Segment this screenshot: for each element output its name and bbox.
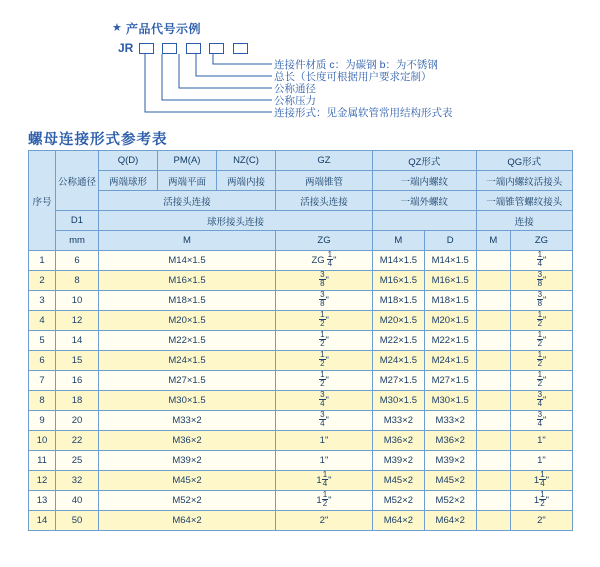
cell-zg-gz: 1" — [276, 431, 373, 451]
cell-zg-gz: 1" — [276, 451, 373, 471]
cell-m-qd: M52×2 — [99, 491, 276, 511]
cell-nominal-diameter: 25 — [56, 451, 99, 471]
cell-nominal-diameter: 40 — [56, 491, 99, 511]
table-row — [29, 291, 573, 311]
cell-zg-qg: 1" — [510, 451, 572, 471]
cell-index: 11 — [29, 451, 56, 471]
table-header-row-3 — [29, 191, 573, 211]
cell-m-qz: M36×2 — [372, 431, 424, 451]
th-col-d: D — [424, 231, 476, 251]
cell-m-qd: M64×2 — [99, 511, 276, 531]
cell-nominal-diameter: 14 — [56, 331, 99, 351]
th-col-m-3: M — [476, 231, 510, 251]
th-sub-one-inner-thread: 一端内螺纹 — [372, 171, 476, 191]
cell-d-qz: M14×1.5 — [424, 251, 476, 271]
table-row — [29, 251, 573, 271]
cell-m-qg — [476, 431, 510, 451]
cell-nominal-diameter: 20 — [56, 411, 99, 431]
th-sub-both-ball: 两端球形 — [99, 171, 158, 191]
product-code-diagram — [0, 0, 600, 118]
cell-index: 6 — [29, 351, 56, 371]
table-row — [29, 511, 573, 531]
cell-zg-qg: $\frac{1}{2}$ " — [510, 371, 572, 391]
cell-index: 13 — [29, 491, 56, 511]
cell-zg-qg: 1 $\frac{1}{4}$ " — [510, 471, 572, 491]
cell-d-qz: M20×1.5 — [424, 311, 476, 331]
table-row — [29, 351, 573, 371]
table-row — [29, 451, 573, 471]
table-row — [29, 331, 573, 351]
th-sub-one-inner-union: 一端内螺纹活接头 — [476, 171, 572, 191]
cell-m-qz: M20×1.5 — [372, 311, 424, 331]
cell-nominal-diameter: 12 — [56, 311, 99, 331]
cell-nominal-diameter: 6 — [56, 251, 99, 271]
cell-index: 10 — [29, 431, 56, 451]
cell-index: 8 — [29, 391, 56, 411]
cell-nominal-diameter: 8 — [56, 271, 99, 291]
th-union-connection-left: 活接头连接 — [99, 191, 276, 211]
cell-zg-qg: 1" — [510, 431, 572, 451]
cell-nominal-diameter: 10 — [56, 291, 99, 311]
cell-m-qz: M64×2 — [372, 511, 424, 531]
cell-index: 9 — [29, 411, 56, 431]
cell-m-qz: M27×1.5 — [372, 371, 424, 391]
cell-index: 14 — [29, 511, 56, 531]
cell-m-qz: M30×1.5 — [372, 391, 424, 411]
cell-m-qg — [476, 471, 510, 491]
th-col-m-2: M — [372, 231, 424, 251]
cell-zg-gz: 1 $\frac{1}{2}$ " — [276, 491, 373, 511]
cell-d-qz: M22×1.5 — [424, 331, 476, 351]
cell-nominal-diameter: 32 — [56, 471, 99, 491]
table-header-row-5 — [29, 231, 573, 251]
cell-zg-qg: $\frac{1}{2}$ " — [510, 311, 572, 331]
th-sub-both-taper: 两端锥管 — [276, 171, 373, 191]
th-group-pma: PM(A) — [158, 151, 217, 171]
cell-m-qg — [476, 491, 510, 511]
table-row — [29, 471, 573, 491]
diagram-title: 产品代号示例 — [126, 22, 202, 36]
cell-zg-qg: $\frac{1}{2}$ " — [510, 351, 572, 371]
th-taper-pipe-thread-joint: 一端锥管螺纹接头 — [476, 191, 572, 211]
th-union-connection-mid: 活接头连接 — [276, 191, 373, 211]
cell-m-qz: M22×1.5 — [372, 331, 424, 351]
cell-m-qg — [476, 331, 510, 351]
cell-m-qg — [476, 251, 510, 271]
cell-zg-gz: $\frac{3}{4}$ " — [276, 411, 373, 431]
table-head — [29, 151, 573, 251]
cell-index: 12 — [29, 471, 56, 491]
nut-connection-table — [28, 150, 573, 531]
th-group-gz: GZ — [276, 151, 373, 171]
cell-index: 7 — [29, 371, 56, 391]
cell-m-qz: M24×1.5 — [372, 351, 424, 371]
th-ball-joint-connection: 球形接头连接 — [99, 211, 373, 231]
table-header-row-2 — [29, 171, 573, 191]
diagram-label-connection-type: 连接形式：见金属软管常用结构形式表 — [274, 107, 453, 119]
cell-m-qg — [476, 291, 510, 311]
table-row — [29, 271, 573, 291]
table-row — [29, 311, 573, 331]
cell-zg-qg: $\frac{1}{4}$ " — [510, 251, 572, 271]
th-index: 序号 — [29, 151, 56, 251]
cell-m-qd: M14×1.5 — [99, 251, 276, 271]
cell-m-qd: M16×1.5 — [99, 271, 276, 291]
th-nominal-diameter: 公称通径 — [56, 151, 99, 211]
cell-m-qd: M33×2 — [99, 411, 276, 431]
cell-nominal-diameter: 15 — [56, 351, 99, 371]
cell-d-qz: M36×2 — [424, 431, 476, 451]
table-row — [29, 431, 573, 451]
th-blank — [372, 211, 476, 231]
cell-m-qd: M30×1.5 — [99, 391, 276, 411]
th-group-qg: QG形式 — [476, 151, 572, 171]
cell-m-qz: M18×1.5 — [372, 291, 424, 311]
th-group-qd: Q(D) — [99, 151, 158, 171]
th-connection: 连接 — [476, 211, 572, 231]
cell-zg-gz: $\frac{1}{2}$ " — [276, 331, 373, 351]
cell-zg-qg: 1 $\frac{1}{2}$ " — [510, 491, 572, 511]
cell-index: 2 — [29, 271, 56, 291]
diagram-label-length: 总长（长度可根据用户要求定制） — [274, 71, 432, 83]
diagram-label-nominal-diameter: 公称通径 — [274, 83, 316, 95]
cell-index: 3 — [29, 291, 56, 311]
cell-nominal-diameter: 50 — [56, 511, 99, 531]
table-header-row-1 — [29, 151, 573, 171]
th-sub-both-flat: 两端平面 — [158, 171, 217, 191]
cell-d-qz: M18×1.5 — [424, 291, 476, 311]
cell-zg-qg: $\frac{3}{8}$ " — [510, 271, 572, 291]
cell-zg-gz: $\frac{1}{2}$ " — [276, 371, 373, 391]
cell-m-qz: M16×1.5 — [372, 271, 424, 291]
cell-nominal-diameter: 16 — [56, 371, 99, 391]
cell-m-qd: M27×1.5 — [99, 371, 276, 391]
table-row — [29, 371, 573, 391]
cell-m-qz: M45×2 — [372, 471, 424, 491]
th-outer-thread: 一端外螺纹 — [372, 191, 476, 211]
cell-m-qg — [476, 451, 510, 471]
cell-d-qz: M52×2 — [424, 491, 476, 511]
code-prefix: JR — [118, 41, 134, 55]
th-group-nzc: NZ(C) — [217, 151, 276, 171]
table-row — [29, 491, 573, 511]
cell-d-qz: M33×2 — [424, 411, 476, 431]
cell-m-qz: M52×2 — [372, 491, 424, 511]
cell-zg-qg: $\frac{3}{4}$ " — [510, 391, 572, 411]
table-title: 螺母连接形式参考表 — [28, 132, 168, 148]
cell-m-qg — [476, 311, 510, 331]
cell-zg-gz: $\frac{1}{2}$ " — [276, 311, 373, 331]
cell-m-qd: M18×1.5 — [99, 291, 276, 311]
cell-m-qg — [476, 351, 510, 371]
cell-nominal-diameter: 22 — [56, 431, 99, 451]
cell-nominal-diameter: 18 — [56, 391, 99, 411]
th-unit-mm: mm — [56, 231, 99, 251]
cell-index: 4 — [29, 311, 56, 331]
cell-m-qd: M45×2 — [99, 471, 276, 491]
cell-index: 5 — [29, 331, 56, 351]
cell-d-qz: M30×1.5 — [424, 391, 476, 411]
cell-zg-qg: $\frac{3}{4}$ " — [510, 411, 572, 431]
cell-index: 1 — [29, 251, 56, 271]
diagram-label-material: 连接件材质 c：为碳钢 b：为不锈钢 — [274, 59, 438, 71]
table-body — [29, 251, 573, 531]
cell-zg-gz: $\frac{1}{2}$ " — [276, 351, 373, 371]
cell-d-qz: M39×2 — [424, 451, 476, 471]
cell-m-qg — [476, 411, 510, 431]
star-icon: ★ — [112, 22, 122, 34]
cell-d-qz: M27×1.5 — [424, 371, 476, 391]
cell-m-qz: M14×1.5 — [372, 251, 424, 271]
cell-m-qd: M20×1.5 — [99, 311, 276, 331]
th-sub-both-inner: 两端内接 — [217, 171, 276, 191]
cell-d-qz: M24×1.5 — [424, 351, 476, 371]
diagram-label-nominal-pressure: 公称压力 — [274, 95, 316, 107]
cell-m-qd: M39×2 — [99, 451, 276, 471]
th-col-m-1: M — [99, 231, 276, 251]
th-col-zg-1: ZG — [276, 231, 373, 251]
cell-zg-gz: ZG $\frac{1}{4}$ " — [276, 251, 373, 271]
cell-zg-gz: 1 $\frac{1}{4}$ " — [276, 471, 373, 491]
table-row — [29, 391, 573, 411]
cell-zg-qg: 2" — [510, 511, 572, 531]
cell-zg-qg: $\frac{3}{8}$ " — [510, 291, 572, 311]
cell-zg-gz: $\frac{3}{8}$ " — [276, 271, 373, 291]
th-col-zg-2: ZG — [510, 231, 572, 251]
cell-d-qz: M45×2 — [424, 471, 476, 491]
cell-m-qd: M24×1.5 — [99, 351, 276, 371]
th-d1: D1 — [56, 211, 99, 231]
cell-m-qz: M33×2 — [372, 411, 424, 431]
table-header-row-4 — [29, 211, 573, 231]
cell-m-qg — [476, 271, 510, 291]
cell-zg-gz: 2" — [276, 511, 373, 531]
cell-m-qd: M22×1.5 — [99, 331, 276, 351]
th-group-qz: QZ形式 — [372, 151, 476, 171]
cell-zg-gz: $\frac{3}{8}$ " — [276, 291, 373, 311]
cell-m-qg — [476, 371, 510, 391]
cell-d-qz: M16×1.5 — [424, 271, 476, 291]
cell-zg-gz: $\frac{3}{4}$ " — [276, 391, 373, 411]
cell-m-qg — [476, 511, 510, 531]
cell-m-qd: M36×2 — [99, 431, 276, 451]
cell-m-qg — [476, 391, 510, 411]
cell-d-qz: M64×2 — [424, 511, 476, 531]
cell-zg-qg: $\frac{1}{2}$ " — [510, 331, 572, 351]
table-row — [29, 411, 573, 431]
cell-m-qz: M39×2 — [372, 451, 424, 471]
